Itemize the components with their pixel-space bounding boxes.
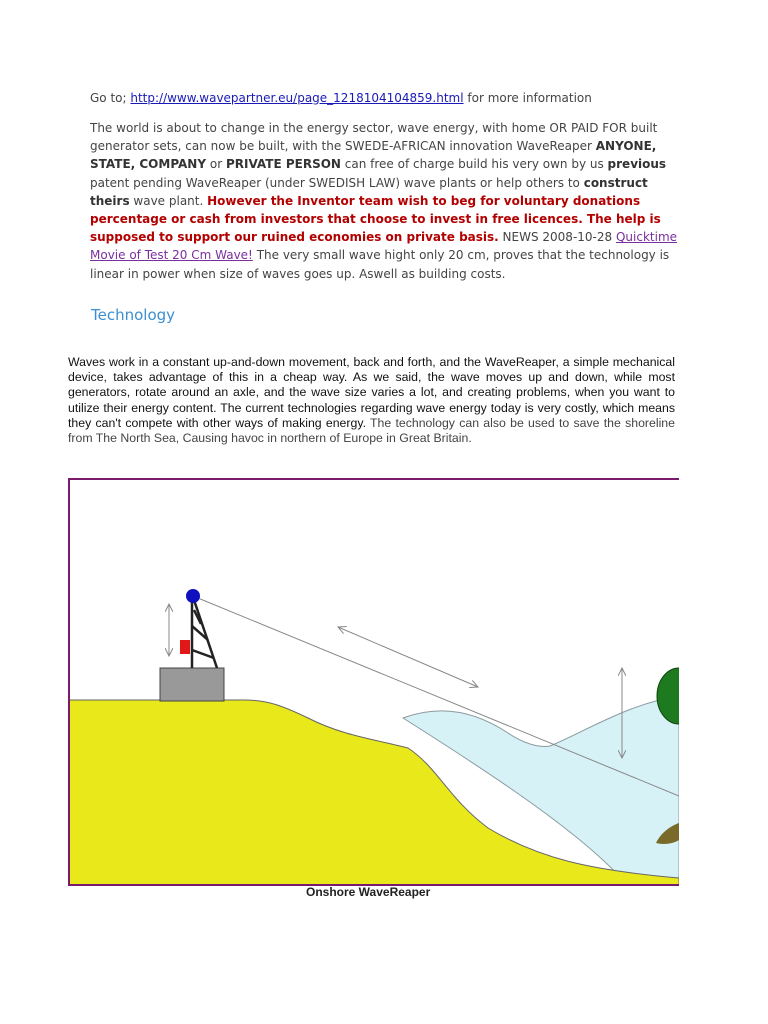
wavepartner-link[interactable]: http://www.wavepartner.eu/page_1218104104859.html: [130, 91, 464, 105]
goto-prefix: Go to;: [90, 91, 131, 105]
quicktime-movie-link[interactable]: Quicktime Movie of Test 20 Cm Wave!: [90, 230, 678, 263]
figure-caption: Onshore WaveReaper: [306, 885, 431, 899]
technology-text-tail: The technology can also be used to save the shoreline from The North Sea, Causing havoc in northern of Europe in Great Britain.: [68, 415, 675, 446]
technology-text-main: Waves work in a constant up-and-down movement, back and forth, and the WaveReaper, a simple mechanical device, takes advantage of this in a cheap way. As we said, the wave moves up and down, while most generators, rotate around an axle, and the wave size varies a lot, and creating problems, when you want to utilize their energy content. The current technologies regarding wave energy today is very costly, which means they can't compete with other ways of making energy.: [68, 355, 675, 430]
intro-paragraph: [90, 119, 680, 283]
float-ball: [186, 589, 200, 603]
counterweight: [180, 640, 190, 654]
intro-text-3: can free of charge build his very own by us: [340, 157, 608, 172]
intro-bold-anyone: ANYONE, STATE, COMPANY: [90, 139, 657, 172]
intro-bold-construct: construct theirs: [90, 175, 648, 208]
intro-text-7: The very small wave hight only 20 cm, proves that the technology is linear in power when size of waves goes up. Aswell as building costs.: [90, 248, 670, 281]
news-text: NEWS 2008-10-28: [498, 230, 616, 245]
technology-heading: Technology: [91, 306, 176, 324]
intro-text-2: or: [206, 157, 226, 172]
intro-text-5: wave plant.: [129, 193, 208, 208]
wavereaper-diagram-svg: [68, 478, 679, 886]
goto-line: [90, 89, 592, 107]
intro-bold-previous: previous: [607, 157, 667, 172]
goto-suffix: for more information: [463, 91, 592, 105]
intro-text-1: The world is about to change in the energy sector, wave energy, with home OR PAID FOR built generator sets, can now be built, with the SWEDE-AFRICAN innovation WaveReaper: [90, 121, 658, 154]
machine-base: [160, 668, 224, 701]
technology-paragraph: [68, 355, 675, 446]
wavereaper-diagram: [68, 478, 679, 886]
donation-appeal: However the Inventor team wish to beg for voluntary donations percentage or cash from investors that choose to invest in free licences. The help is supposed to support our ruined economies on private basis.: [90, 193, 661, 245]
intro-text-4: patent pending WaveReaper (under SWEDISH LAW) wave plants or help others to: [90, 175, 584, 190]
intro-bold-private-person: PRIVATE PERSON: [225, 157, 341, 172]
